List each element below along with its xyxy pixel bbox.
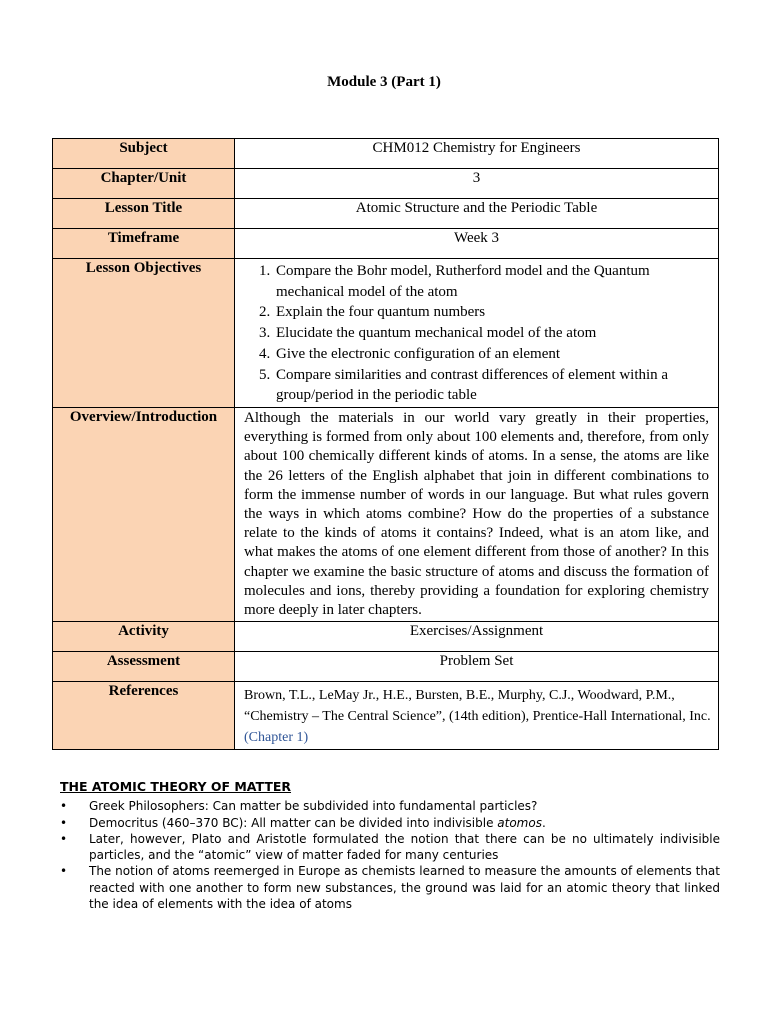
table-row: [53, 199, 719, 229]
objective-item: 1. Compare the Bohr model, Rutherford model and the Quantum mechanical model of the atom: [274, 261, 711, 302]
lesson-table: [52, 138, 719, 750]
section-heading: THE ATOMIC THEORY OF MATTER: [60, 779, 292, 794]
chapter-value: 3: [235, 169, 719, 199]
overview-label: Overview/Introduction: [53, 407, 235, 621]
objective-item: 5. Compare similarities and contrast differences of element within a group/period in the periodic table: [274, 365, 711, 406]
table-row: [53, 652, 719, 682]
bullet-icon: •: [60, 831, 68, 846]
list-item: [60, 815, 720, 831]
objective-item: 2. Explain the four quantum numbers: [274, 302, 711, 323]
list-item: [60, 831, 720, 864]
objectives-cell: [235, 259, 719, 408]
bullet-list: [60, 798, 720, 912]
objective-item: 3. Elucidate the quantum mechanical model of the atom: [274, 323, 711, 344]
timeframe-value: Week 3: [235, 229, 719, 259]
lesson-title-value: Atomic Structure and the Periodic Table: [235, 199, 719, 229]
table-row: [53, 259, 719, 408]
bullet-icon: •: [60, 864, 68, 879]
atomic-theory-section: [60, 779, 720, 912]
bullet-icon: •: [60, 799, 68, 814]
references-label: References: [53, 682, 235, 750]
activity-value: Exercises/Assignment: [235, 622, 719, 652]
overview-text: Although the materials in our world vary greatly in their properties, everything is formed from only about 100 elements and, therefore, from only about 100 chemically different kinds of atoms. In a sense, the atoms are like the 26 letters of the English alphabet that join in different combinations to form the immense number of words in our language. But what rules govern the ways in which atoms combine? How do the properties of a substance relate to the kinds of atoms it contains? Indeed, what is an atom like, and what makes the atoms of one element different from those of another? In this chapter we examine the basic structure of atoms and discuss the formation of molecules and ions, thereby providing a foundation for exploring chemistry more deeply in later chapters.: [244, 409, 709, 618]
bullet-text: Later, however, Plato and Aristotle formulated the notion that there can be no ultimately indivisible particles, and the “atomic” view of matter faded for many centuries: [89, 831, 720, 863]
timeframe-label: Timeframe: [53, 229, 235, 259]
list-item: [60, 798, 720, 814]
assessment-label: Assessment: [53, 652, 235, 682]
bullet-emphasis: atomos: [497, 815, 542, 830]
table-row: [53, 169, 719, 199]
table-row: [53, 139, 719, 169]
bullet-icon: •: [60, 815, 68, 830]
lesson-title-label: Lesson Title: [53, 199, 235, 229]
activity-label: Activity: [53, 622, 235, 652]
references-cell: [235, 682, 719, 750]
objectives-label: Lesson Objectives: [53, 259, 235, 408]
table-row: [53, 682, 719, 750]
bullet-text: The notion of atoms reemerged in Europe as chemists learned to measure the amounts of elements that reacted with one another to form new substances, the ground was laid for an atomic theory that linked the idea of elements with the idea of atoms: [89, 864, 720, 912]
subject-value: CHM012 Chemistry for Engineers: [235, 139, 719, 169]
bullet-text: Democritus (460–370 BC): All matter can be divided into indivisible: [89, 815, 498, 830]
subject-label: Subject: [53, 139, 235, 169]
chapter-reference-link[interactable]: (Chapter 1): [244, 730, 309, 746]
objective-item: 4. Give the electronic configuration of an element: [274, 344, 711, 365]
table-row: [53, 622, 719, 652]
references-text: [236, 683, 717, 748]
page-title: Module 3 (Part 1): [327, 74, 441, 90]
bullet-text: Greek Philosophers: Can matter be subdivided into fundamental particles?: [89, 799, 538, 814]
assessment-value: Problem Set: [235, 652, 719, 682]
chapter-label: Chapter/Unit: [53, 169, 235, 199]
objectives-list: [236, 260, 717, 406]
reference-citation: Brown, T.L., LeMay Jr., H.E., Bursten, B.E., Murphy, C.J., Woodward, P.M., “Chemistry – The Central Science”, (14th edition), Prentice-Hall International, Inc.: [244, 688, 711, 725]
list-item: [60, 863, 720, 912]
bullet-text-after: .: [541, 815, 546, 830]
overview-cell: [235, 407, 719, 621]
table-row: [53, 229, 719, 259]
table-row: [53, 407, 719, 621]
